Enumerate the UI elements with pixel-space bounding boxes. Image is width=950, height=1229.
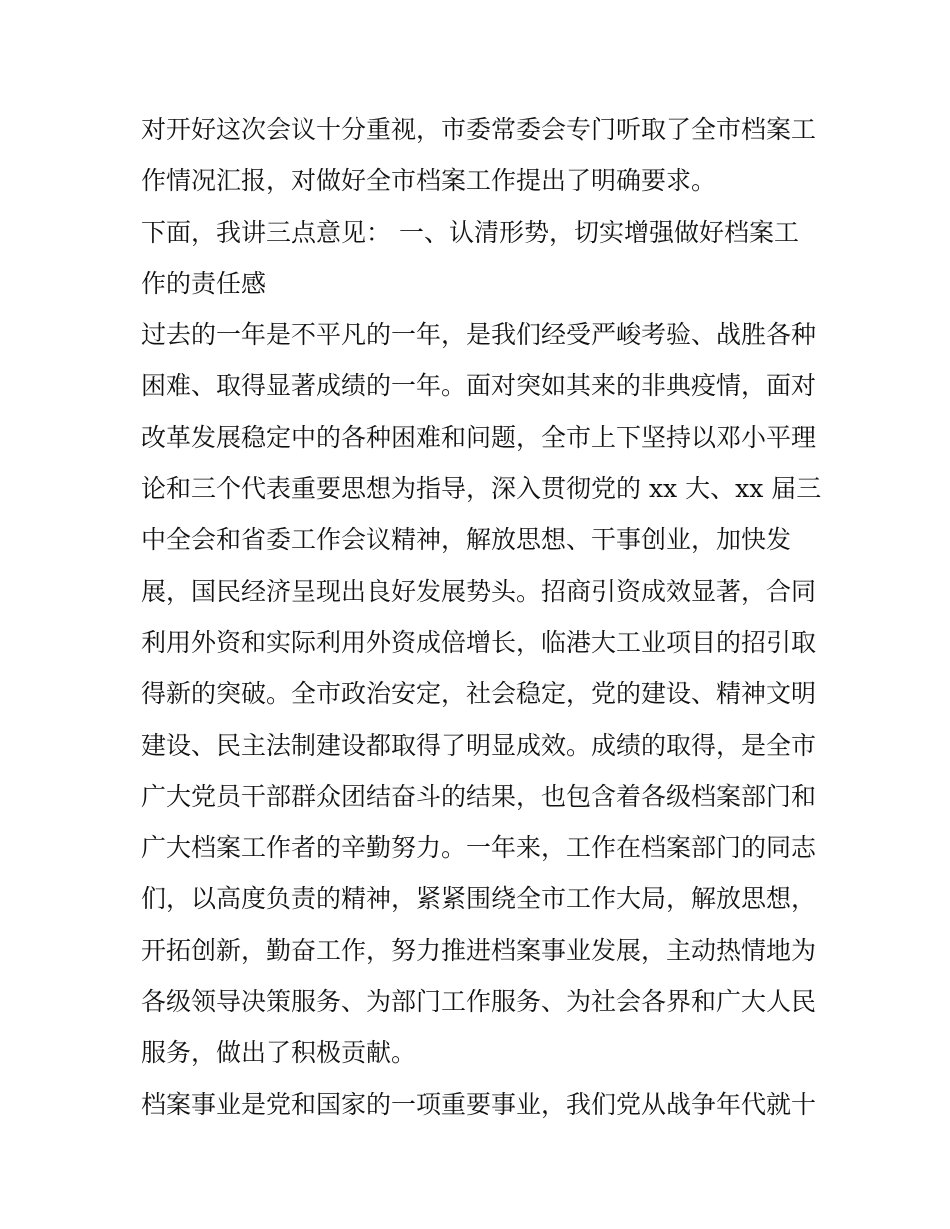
paragraph-line: 广大党员干部群众团结奋斗的结果，也包含着各级档案部门和 bbox=[141, 781, 817, 811]
paragraph-line: 改革发展稳定中的各种困难和问题，全市上下坚持以邓小平理 bbox=[141, 422, 817, 452]
paragraph-2 bbox=[141, 207, 821, 310]
paragraph-line: 对开好这次会议十分重视，市委常委会专门听取了全市档案工 bbox=[141, 115, 817, 144]
paragraph-4 bbox=[141, 1079, 821, 1130]
paragraph-line: 困难、取得显著成绩的一年。面对突如其来的非典疫情，面对 bbox=[141, 371, 817, 401]
paragraph-line: 下面，我讲三点意见： 一、认清形势，切实增强做好档案工 bbox=[141, 217, 799, 247]
paragraph-line: 服务，做出了积极贡献。 bbox=[141, 1038, 417, 1068]
paragraph-1 bbox=[141, 104, 821, 207]
paragraph-line: 中全会和省委工作会议精神，解放思想、干事创业，加快发 bbox=[141, 525, 792, 555]
paragraph-line: 各级领导决策服务、为部门工作服务、为社会各界和广大人民 bbox=[141, 987, 817, 1017]
paragraph-line: 建设、民主法制建设都取得了明显成效。成绩的取得，是全市 bbox=[141, 730, 817, 760]
paragraph-line: 作的责任感 bbox=[141, 268, 267, 298]
paragraph-line: 展，国民经济呈现出良好发展势头。招商引资成效显著，合同 bbox=[141, 576, 817, 606]
paragraph-line: 广大档案工作者的辛勤努力。一年来，工作在档案部门的同志 bbox=[141, 833, 817, 863]
paragraph-line: 开拓创新，勤奋工作，努力推进档案事业发展，主动热情地为 bbox=[141, 935, 817, 965]
paragraph-line: 们，以高度负责的精神，紧紧围绕全市工作大局，解放思想， bbox=[141, 884, 817, 914]
document-body bbox=[141, 104, 821, 1130]
paragraph-line: 作情况汇报，对做好全市档案工作提出了明确要求。 bbox=[141, 166, 717, 196]
paragraph-line: 利用外资和实际利用外资成倍增长，临港大工业项目的招引取 bbox=[141, 627, 817, 657]
paragraph-line: 论和三个代表重要思想为指导，深入贯彻党的 xx 大、xx 届三 bbox=[141, 474, 822, 504]
paragraph-line: 得新的突破。全市政治安定，社会稳定，党的建设、精神文明 bbox=[141, 679, 817, 709]
paragraph-line: 过去的一年是不平凡的一年，是我们经受严峻考验、战胜各种 bbox=[141, 320, 817, 350]
paragraph-line: 档案事业是党和国家的一项重要事业，我们党从战争年代就十 bbox=[141, 1089, 817, 1119]
paragraph-3 bbox=[141, 309, 821, 1078]
